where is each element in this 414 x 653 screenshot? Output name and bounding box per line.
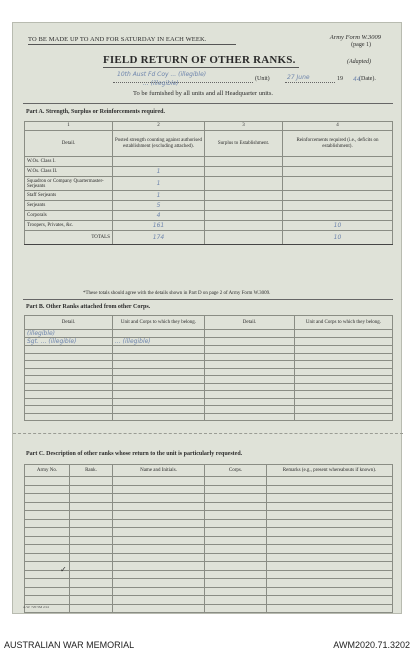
table-row: [25, 477, 393, 486]
table-row: [25, 346, 393, 354]
table-row: [25, 502, 393, 511]
archive-id: AWM2020.71.3202: [333, 640, 410, 650]
col-header-rank: Rank.: [70, 465, 113, 477]
table-cell: 4: [113, 211, 205, 221]
table-row: [25, 406, 393, 414]
totals-footnote: *These totals should agree with the details shown in Part D on page 2 of Army Form W.3009.: [83, 291, 271, 296]
table-cell: [205, 398, 295, 406]
table-cell: [295, 346, 393, 354]
unit-dotted-line: [113, 82, 253, 83]
table-cell: [295, 398, 393, 406]
table-cell: [113, 157, 205, 167]
table-cell: [205, 536, 267, 545]
col-header-army-no: Army No.: [25, 465, 70, 477]
table-cell: [70, 562, 113, 571]
table-cell: [25, 391, 113, 399]
table-row: [25, 398, 393, 406]
table-row: [25, 167, 393, 177]
totals-surplus: [205, 231, 283, 245]
table-cell: [267, 536, 393, 545]
table-row: [25, 353, 393, 361]
handwritten-unit-line2: ... (illegible): [143, 80, 179, 87]
table-cell: [113, 587, 205, 596]
table-cell: [25, 413, 113, 421]
table-row: [25, 383, 393, 391]
title-underline: [103, 67, 299, 68]
table-cell: W.Os. Class I.: [25, 157, 113, 167]
furnished-note: To be furnished by all units and all Headquarter units.: [133, 90, 273, 97]
top-note: TO BE MADE UP TO AND FOR SATURDAY IN EACH WEEK.: [28, 36, 207, 43]
table-cell: [205, 413, 295, 421]
table-cell: Troopers, Privates, &c.: [25, 221, 113, 231]
table-cell: Serjeants: [25, 201, 113, 211]
table-cell: [267, 562, 393, 571]
table-cell: [283, 157, 393, 167]
table-cell: [205, 157, 283, 167]
table-cell: [267, 511, 393, 520]
col-header-unit-corps: Unit and Corps to which they belong.: [113, 316, 205, 330]
table-cell: W.Os. Class II.: [25, 167, 113, 177]
table-cell: [70, 477, 113, 486]
part-c-table: [24, 464, 393, 613]
table-cell: [205, 502, 267, 511]
table-cell: [205, 177, 283, 191]
table-cell: [205, 528, 267, 537]
table-cell: Corporals: [25, 211, 113, 221]
table-cell: 1: [113, 167, 205, 177]
table-cell: [113, 528, 205, 537]
table-cell: [70, 536, 113, 545]
table-cell: [295, 338, 393, 346]
table-cell: [205, 361, 295, 369]
table-cell: [113, 596, 205, 605]
table-cell: [113, 511, 205, 520]
table-cell: [205, 338, 295, 346]
unit-label: (Unit): [255, 76, 270, 82]
table-cell: [205, 406, 295, 414]
table-cell: [267, 519, 393, 528]
table-cell: Sgt. ... (illegible): [25, 338, 113, 346]
table-cell: [113, 477, 205, 486]
table-row: [25, 376, 393, 384]
table-cell: [113, 383, 205, 391]
table-cell: [25, 528, 70, 537]
table-cell: [205, 391, 295, 399]
table-row: [25, 587, 393, 596]
table-cell: [205, 604, 267, 613]
col-number: 3: [205, 122, 283, 131]
table-cell: [113, 553, 205, 562]
table-cell: [113, 346, 205, 354]
table-cell: [267, 579, 393, 588]
table-cell: [70, 494, 113, 503]
form-page-number: (page 1): [351, 42, 371, 48]
col-header-surplus: Surplus to Establishment.: [205, 131, 283, 157]
table-cell: [113, 485, 205, 494]
table-cell: [113, 494, 205, 503]
table-cell: [113, 579, 205, 588]
table-cell: [267, 545, 393, 554]
table-row: [25, 553, 393, 562]
table-cell: [70, 587, 113, 596]
col-header-posted: Posted strength counting against authorised establishment (excluding attached).: [113, 131, 205, 157]
table-cell: [70, 570, 113, 579]
col-header-remarks: Remarks (e.g., present whereabouts if known).: [267, 465, 393, 477]
table-row: [25, 211, 393, 221]
table-cell: [25, 368, 113, 376]
table-cell: [113, 353, 205, 361]
table-cell: [205, 191, 283, 201]
date-dotted-line: [285, 82, 335, 83]
table-cell: [267, 477, 393, 486]
table-cell: [205, 579, 267, 588]
table-cell: [25, 587, 70, 596]
table-cell: [25, 596, 70, 605]
archive-name: AUSTRALIAN WAR MEMORIAL: [4, 640, 135, 650]
table-cell: [25, 579, 70, 588]
table-cell: [267, 596, 393, 605]
table-cell: [25, 361, 113, 369]
col-header-detail: Detail.: [25, 131, 113, 157]
table-row: [25, 157, 393, 167]
table-row: [25, 361, 393, 369]
table-cell: [205, 511, 267, 520]
print-code: A.W. 720 5M 2/41: [23, 605, 50, 609]
table-cell: [25, 383, 113, 391]
handwritten-year: 44: [353, 76, 361, 83]
table-cell: [267, 485, 393, 494]
table-row: [25, 536, 393, 545]
table-cell: [205, 167, 283, 177]
form-number: Army Form W.3009: [329, 34, 381, 41]
adapted-label: (Adapted): [347, 59, 371, 65]
table-cell: [113, 398, 205, 406]
table-cell: [267, 570, 393, 579]
table-cell: [267, 587, 393, 596]
table-cell: [70, 511, 113, 520]
table-cell: 10: [283, 221, 393, 231]
table-cell: [70, 545, 113, 554]
table-cell: [113, 330, 205, 338]
col-header-detail: Detail.: [25, 316, 113, 330]
table-row: [25, 338, 393, 346]
part-a-title: Part A. Strength, Surplus or Reinforcements required.: [26, 109, 165, 115]
perforation-line: [13, 433, 403, 434]
table-cell: [70, 485, 113, 494]
table-cell: [25, 502, 70, 511]
table-cell: [205, 376, 295, 384]
form-title: FIELD RETURN OF OTHER RANKS.: [103, 54, 296, 66]
table-cell: [113, 413, 205, 421]
table-cell: [205, 494, 267, 503]
table-cell: [295, 376, 393, 384]
table-cell: 1: [113, 177, 205, 191]
table-cell: [25, 398, 113, 406]
table-cell: [113, 562, 205, 571]
table-cell: [295, 391, 393, 399]
table-cell: [25, 346, 113, 354]
table-cell: 1: [113, 191, 205, 201]
table-row: [25, 368, 393, 376]
section-divider: [23, 103, 393, 104]
table-cell: [25, 353, 113, 361]
handwritten-unit: 10th Aust Fd Coy ... (illegible): [117, 71, 207, 78]
table-row: [25, 201, 393, 211]
table-row: [25, 221, 393, 231]
table-row: [25, 570, 393, 579]
table-cell: [113, 536, 205, 545]
table-cell: [283, 177, 393, 191]
table-cell: [267, 528, 393, 537]
table-cell: [205, 553, 267, 562]
table-cell: [70, 519, 113, 528]
top-note-underline: [28, 44, 236, 45]
table-row: [25, 391, 393, 399]
date-label: (Date).: [359, 76, 376, 82]
table-cell: [205, 346, 295, 354]
table-cell: [267, 494, 393, 503]
col-header-detail: Detail.: [205, 316, 295, 330]
section-divider: [23, 299, 393, 300]
table-cell: [205, 477, 267, 486]
table-cell: [25, 536, 70, 545]
table-row: [25, 494, 393, 503]
table-cell: [70, 553, 113, 562]
tick-mark-icon: ✓: [60, 565, 67, 574]
table-cell: [205, 545, 267, 554]
table-cell: [295, 383, 393, 391]
col-number: 1: [25, 122, 113, 131]
table-cell: [295, 413, 393, 421]
col-header-unit-corps: Unit and Corps to which they belong.: [295, 316, 393, 330]
table-cell: [25, 477, 70, 486]
part-a-table: [24, 121, 393, 245]
table-cell: [205, 201, 283, 211]
table-cell: [113, 604, 205, 613]
col-header-reinforcements: Reinforcements required (i.e., deficits on establishment).: [283, 131, 393, 157]
table-cell: [295, 406, 393, 414]
table-cell: [205, 570, 267, 579]
table-row: [25, 330, 393, 338]
table-cell: 5: [113, 201, 205, 211]
table-cell: ... (illegible): [113, 338, 205, 346]
col-header-name: Name and Initials.: [113, 465, 205, 477]
table-cell: [205, 221, 283, 231]
table-cell: [70, 579, 113, 588]
table-row: [25, 191, 393, 201]
table-cell: [113, 545, 205, 554]
col-header-corps: Corps.: [205, 465, 267, 477]
table-cell: [205, 383, 295, 391]
table-cell: [295, 353, 393, 361]
table-cell: [25, 376, 113, 384]
table-cell: 161: [113, 221, 205, 231]
table-cell: [205, 211, 283, 221]
part-b-title: Part B. Other Ranks attached from other Corps.: [26, 304, 151, 310]
handwritten-date: 27 June: [287, 74, 310, 81]
table-cell: [267, 553, 393, 562]
table-cell: Staff Serjeants: [25, 191, 113, 201]
table-row: [25, 485, 393, 494]
table-cell: (illegible): [25, 330, 113, 338]
archive-footer: [0, 637, 414, 653]
table-cell: [283, 201, 393, 211]
table-cell: [70, 604, 113, 613]
table-cell: [205, 587, 267, 596]
table-row: [25, 604, 393, 613]
table-cell: [205, 519, 267, 528]
table-cell: [113, 391, 205, 399]
table-cell: [25, 553, 70, 562]
table-row: [25, 528, 393, 537]
table-cell: [283, 167, 393, 177]
table-cell: [25, 545, 70, 554]
table-row: [25, 596, 393, 605]
totals-label: TOTALS: [25, 231, 113, 245]
totals-posted: 174: [113, 231, 205, 245]
table-cell: [113, 406, 205, 414]
table-cell: [267, 604, 393, 613]
table-row: [25, 177, 393, 191]
table-cell: [70, 596, 113, 605]
part-b-table: [24, 315, 393, 421]
table-cell: [205, 353, 295, 361]
table-row: [25, 511, 393, 520]
table-row: [25, 413, 393, 421]
part-c-title: Part C. Description of other ranks whose return to the unit is particularly requested.: [26, 451, 243, 457]
table-cell: [25, 494, 70, 503]
table-cell: [25, 406, 113, 414]
table-cell: [113, 502, 205, 511]
col-number: 4: [283, 122, 393, 131]
table-cell: [113, 570, 205, 579]
table-cell: [205, 596, 267, 605]
table-cell: [70, 502, 113, 511]
table-cell: [113, 368, 205, 376]
table-cell: [205, 562, 267, 571]
col-number: 2: [113, 122, 205, 131]
table-cell: [295, 361, 393, 369]
table-cell: [25, 511, 70, 520]
table-cell: [113, 376, 205, 384]
table-cell: [295, 330, 393, 338]
table-row: [25, 545, 393, 554]
table-row: [25, 562, 393, 571]
table-cell: [283, 191, 393, 201]
table-cell: [283, 211, 393, 221]
table-row: [25, 579, 393, 588]
table-cell: [25, 485, 70, 494]
table-cell: [295, 368, 393, 376]
table-cell: [267, 502, 393, 511]
table-cell: [113, 361, 205, 369]
year-prefix: 19: [337, 76, 343, 82]
table-row: [25, 519, 393, 528]
table-cell: [113, 519, 205, 528]
table-cell: Squadron or Company Quartermaster-Serjeants: [25, 177, 113, 191]
table-cell: [205, 368, 295, 376]
totals-reinforcements: 10: [283, 231, 393, 245]
form-page: [12, 22, 402, 614]
table-cell: [25, 519, 70, 528]
table-cell: [205, 485, 267, 494]
table-cell: [70, 528, 113, 537]
table-cell: [205, 330, 295, 338]
